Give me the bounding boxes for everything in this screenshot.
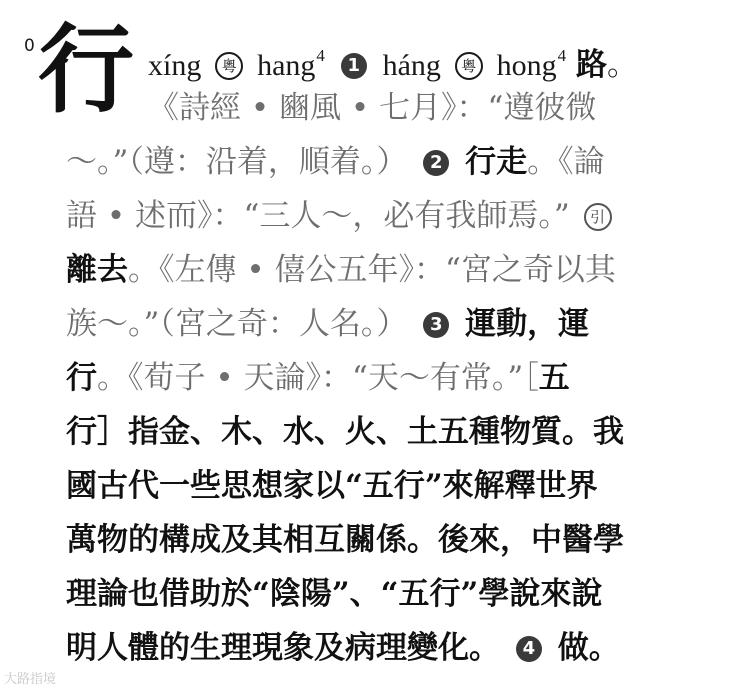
entry-line-12 <box>66 622 686 674</box>
quotation: 。《左傳 • 僖公五年》：“宮之奇以其 <box>128 252 616 288</box>
sense-1-definition: 路 <box>576 47 608 82</box>
cantonese-marker-icon: 粵 <box>215 52 243 80</box>
sense-number-2: 2 <box>423 150 449 176</box>
extended-meaning-icon: 引 <box>584 203 612 231</box>
entry-line-3 <box>66 136 686 188</box>
entry-line-9: 國古代一些思想家以“五行”來解釋世界 <box>66 468 598 504</box>
quotation: 語 • 述而》：“三人～，必有我師焉。” <box>66 198 570 234</box>
cantonese-2: hong$^4$ <box>496 46 567 82</box>
cantonese-marker-icon: 粵 <box>455 52 483 80</box>
quotation: ～。”（遵：沿着，順着。） <box>66 144 408 180</box>
sense-number-4: 4 <box>516 636 542 662</box>
entry-line-7 <box>66 352 686 404</box>
compound-term: 五 <box>538 360 570 396</box>
sense-1-tail: 。 <box>607 47 639 82</box>
entry-line-8: 行］指金、木、水、火、土五種物質。我 <box>66 414 624 450</box>
entry-line-10: 萬物的構成及其相互關係。後來，中醫學 <box>66 522 624 558</box>
sense-3-definition-cont: 行 <box>66 360 97 396</box>
watermark: 大路指境 <box>4 672 57 687</box>
entry-line-5 <box>66 244 686 296</box>
entry-number: 0 <box>24 36 35 56</box>
pinyin-2: háng <box>382 49 441 82</box>
quotation: 。《論 <box>527 144 605 180</box>
sense-4-definition: 做。 <box>557 630 620 666</box>
entry-line-1 <box>148 30 688 82</box>
sense-2-definition: 行走 <box>465 144 528 180</box>
entry-line-4 <box>66 190 686 242</box>
entry-line-2 <box>148 82 688 134</box>
quotation: 。《荀子 • 天論》：“天～有常。”［ <box>97 360 539 396</box>
extended-definition: 離去 <box>66 252 128 288</box>
compound-definition-end: 明人體的生理現象及病理變化。 <box>66 630 500 666</box>
quotation: 《詩經 • 豳風 • 七月》：“遵彼微 <box>148 90 597 126</box>
sense-3-definition: 運動，運 <box>465 306 590 342</box>
pinyin-1: xíng <box>148 49 202 82</box>
sense-number-1: 1 <box>341 53 367 79</box>
cantonese-1: hang$^4$ <box>257 46 325 82</box>
headword: 行 <box>38 13 134 126</box>
quotation: 族～。”（宮之奇：人名。） <box>66 306 408 342</box>
entry-line-6 <box>66 298 686 350</box>
entry-line-11: 理論也借助於“陰陽”、“五行”學說來說 <box>66 576 603 612</box>
sense-number-3: 3 <box>423 312 449 338</box>
